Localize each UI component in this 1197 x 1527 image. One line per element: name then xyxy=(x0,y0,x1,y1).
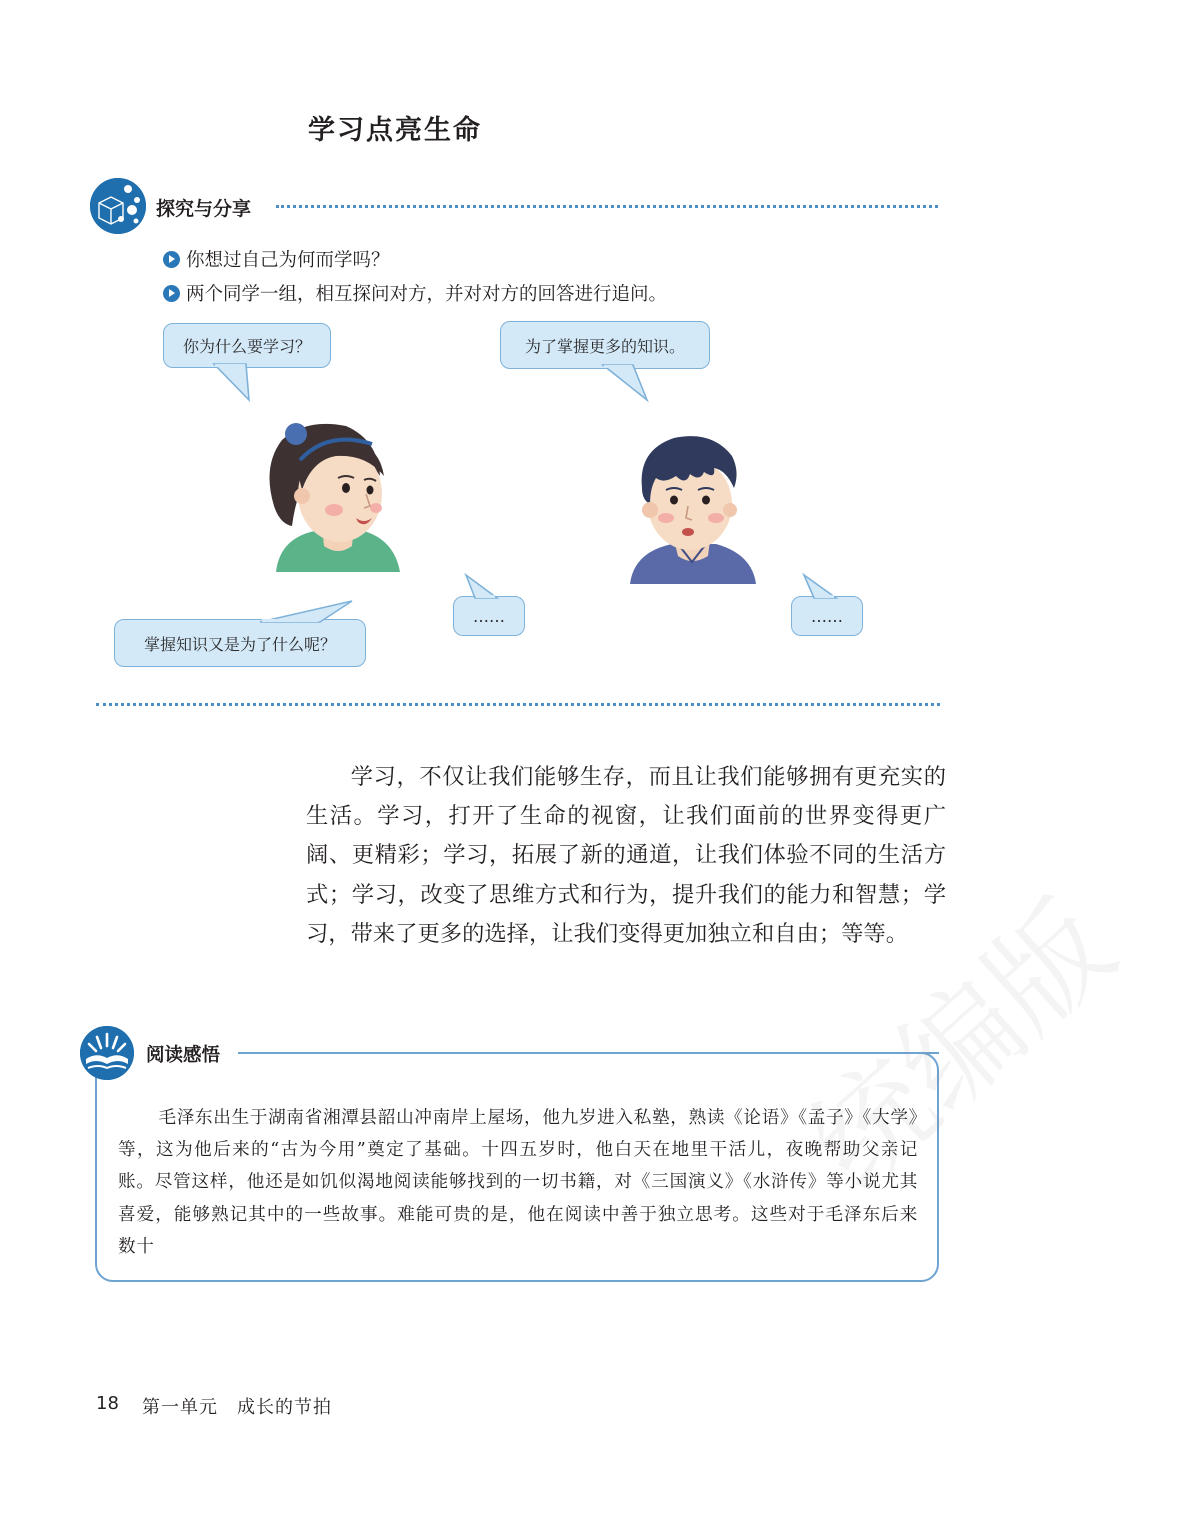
bubble-tail xyxy=(455,572,505,602)
question-item-2 xyxy=(163,280,667,306)
watermark-text: 统编版 xyxy=(783,875,1140,1216)
section-divider xyxy=(276,205,938,208)
speech-bubble-question xyxy=(163,323,331,368)
girl-illustration xyxy=(262,414,412,572)
speech-bubble-answer xyxy=(500,321,710,369)
explore-share-label: 探究与分享 xyxy=(156,198,252,220)
arrow-bullet-icon xyxy=(163,285,180,302)
reading-label: 阅读感悟 xyxy=(146,1045,221,1066)
question-text-2: 两个同学一组，相互探问对方，并对对方的回答进行追问。 xyxy=(186,284,668,305)
question-item-1 xyxy=(163,246,390,272)
section-divider-bottom xyxy=(96,703,940,706)
main-paragraph: 学习，不仅让我们能够生存，而且让我们能够拥有更充实的生活。学习，打开了生命的视窗，让我们面前的世界变得更广阔、更精彩；学习，拓展了新的通道，让我们体验不同的生活方式；学习，改变了思维方式和行为，提升我们的能力和智慧；学习，带来了更多的选择，让我们变得更加独立和自由；等等。 xyxy=(306,764,946,947)
bubble-text: 你为什么要学习？ xyxy=(182,337,311,356)
bubble-text: 为了掌握更多的知识。 xyxy=(524,336,685,356)
boy-illustration xyxy=(616,428,766,584)
unit-title: 第一单元 成长的节拍 xyxy=(142,1397,332,1418)
reading-paragraph: 毛泽东出生于湖南省湘潭县韶山冲南岸上屋场，他九岁进入私塾，熟读《论语》《孟子》《大学》等，这为他后来的“古为今用”奠定了基础。十四五岁时，他白天在地里干活儿，夜晚帮助父亲记账。尽管这样，他还是如饥似渴地阅读能够找到的一切书籍，对《三国演义》《水浒传》等小说尤其喜爱，能够熟记其中的一些故事。难能可贵的是，他在阅读中善于独立思考。这些对于毛泽东后来数十 xyxy=(118,1108,918,1257)
reading-header-line xyxy=(242,1052,939,1054)
speech-bubble-ellipsis-2 xyxy=(791,596,863,636)
speech-bubble-ellipsis-1 xyxy=(453,596,525,636)
bubble-tail xyxy=(200,364,260,404)
bubble-text: …… xyxy=(473,606,505,626)
page-number: 18 xyxy=(96,1393,119,1414)
open-book-sunrise-icon xyxy=(80,1026,134,1080)
bubble-text: …… xyxy=(811,606,843,626)
bubble-text: 掌握知识又是为了什么呢？ xyxy=(143,634,336,654)
question-text-1: 你想过自己为何而学吗？ xyxy=(186,250,390,271)
arrow-bullet-icon xyxy=(163,251,180,268)
bubble-tail xyxy=(796,572,846,602)
bubble-tail xyxy=(250,598,360,628)
page-title: 学习点亮生命 xyxy=(308,115,482,146)
cube-science-icon xyxy=(90,178,146,234)
bubble-tail xyxy=(595,365,655,405)
